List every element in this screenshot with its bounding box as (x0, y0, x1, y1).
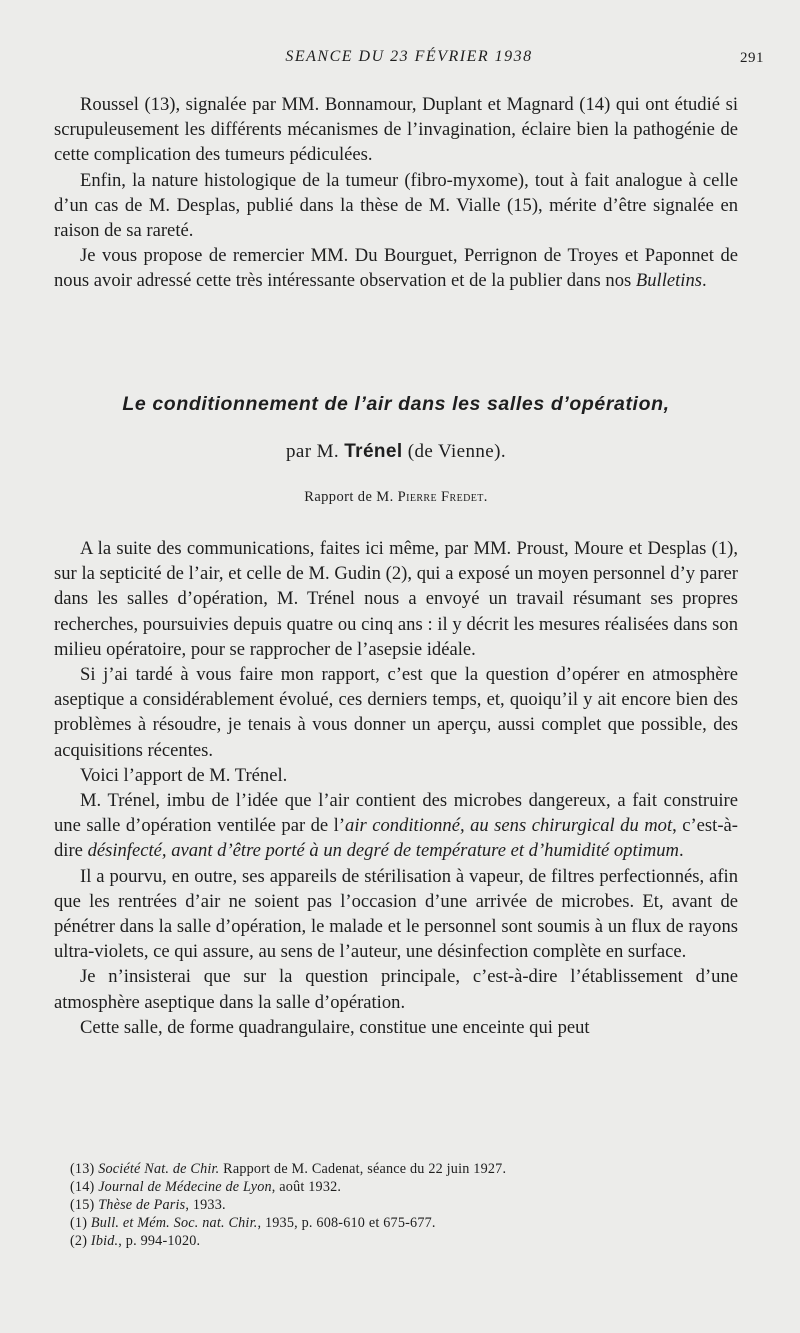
intro-text (54, 92, 738, 294)
footnote-detail: , 1933. (185, 1197, 226, 1213)
main-paragraph-7: Cette salle, de forme quadrangulaire, constitue une enceinte qui peut (80, 1016, 590, 1038)
footnote (70, 1160, 730, 1178)
footnote (70, 1214, 730, 1232)
byline-suffix: (de Vienne). (402, 441, 506, 462)
main-paragraph-5: Il a pourvu, en outre, ses appareils de stérilisation à vapeur, de filtres perfectionnés, afin que les rentrées d’air ne soient pas l’occasion d’une arrivée de microbes. Et, avant de pénétrer dans la salle d’opération, le malade et le personnel sont soumis à un flux de rayons ultra-violets, ce qui assure, au sens de l’auteur, une désinfection complète en surface. (54, 865, 738, 963)
footnote-detail: , 1935, p. 608-610 et 675-677. (257, 1215, 436, 1231)
intro-p3-end: . (702, 270, 707, 292)
footnotes (70, 1160, 730, 1250)
intro-paragraph-1: Roussel (13), signalée par MM. Bonnamour, Duplant et Magnard (14) qui ont étudié si scrupuleusement les différents mécanismes de l’invagination, éclaire bien la pathogénie de cette complication des tumeurs pédiculées. (54, 94, 738, 166)
footnote (70, 1196, 730, 1214)
report-prefix: Rapport de M. (304, 489, 398, 505)
footnote-detail: , p. 994-1020. (118, 1233, 201, 1249)
main-paragraph-2: Si j’ai tardé à vous faire mon rapport, c’est que la question d’opérer en atmosphère aseptique a considérablement évolué, ces derniers temps, et, quoiqu’il y ait encore bien des problèmes à résoudre, je tenais à vous donner un aperçu, aussi complet que possible, des acquisitions récentes. (54, 664, 738, 761)
intro-paragraph-3 (54, 243, 738, 293)
footnote (70, 1178, 730, 1196)
main-p4-a: M. Trénel, imbu de l’idée que l’air contient des microbes dangereux, a fait construire une salle d’opération ventilée par de l’ (54, 790, 738, 837)
footnote-source: Thèse de Paris (98, 1197, 186, 1213)
footnote-number: (13) (70, 1161, 99, 1177)
intro-p3-text: Je vous propose de remercier MM. Du Bourguet, Perrignon de Troyes et Paponnet de nous avoir adressé cette très intéressante observation et de la publier dans nos (54, 245, 738, 292)
reporter-name: Pierre Fredet (397, 489, 484, 505)
footnote-source: Bull. et Mém. Soc. nat. Chir. (90, 1215, 258, 1231)
main-paragraph-4 (54, 788, 738, 864)
byline (54, 441, 738, 463)
main-text (54, 536, 738, 1040)
footnote-source: Société Nat. de Chir. (98, 1161, 220, 1177)
footnote-number: (1) (70, 1215, 91, 1231)
intro-p3-bulletins: Bulletins (635, 270, 703, 292)
footnote-number: (14) (70, 1179, 99, 1195)
footnote-source: Journal de Médecine de Lyon (98, 1179, 272, 1195)
footnote-detail: Rapport de M. Cadenat, séance du 22 juin 1927. (219, 1161, 507, 1177)
main-paragraph-3: Voici l’apport de M. Trénel. (80, 764, 288, 786)
footnote-detail: , août 1932. (271, 1179, 342, 1195)
intro-paragraph-2: Enfin, la nature histologique de la tumeur (fibro-myxome), tout à fait analogue à celle d’un cas de M. Desplas, publié dans la thèse de M. Vialle (15), mérite d’être signalée en raison de sa rareté. (54, 169, 738, 242)
main-paragraph-1: A la suite des communications, faites ici même, par MM. Proust, Moure et Desplas (1), sur la septicité de l’air, et celle de M. Gudin (2), qui a exposé un moyen personnel d’y parer dans les salles d’opération, M. Trénel nous a envoyé un travail résumant ses propres recherches, poursuivies depuis quatre ou cinq ans : il y décrit les mesures réalisées dans son milieu opératoire, pour se rapprocher de l’asepsie idéale. (54, 538, 738, 660)
running-title: SEANCE DU 23 FÉVRIER 1938 (285, 48, 533, 65)
main-p4-e: . (678, 840, 684, 862)
footnote (70, 1232, 730, 1250)
footnote-number: (2) (70, 1233, 91, 1249)
main-paragraph-6: Je n’insisterai que sur la question principale, c’est-à-dire l’établissement d’une atmosphère aseptique dans la salle d’opération. (54, 966, 738, 1013)
article-title: Le conditionnement de l’air dans les salles d’opération, (122, 393, 670, 415)
main-p4-d: désinfecté, avant d’être porté à un degré de température et d’humidité optimum (87, 840, 679, 862)
main-p4-c: , c’est-à-dire (54, 815, 738, 862)
author-name: Trénel (344, 441, 403, 462)
report-suffix: . (483, 489, 488, 505)
footnote-number: (15) (70, 1197, 99, 1213)
main-p4-b: air conditionné, au sens chirurgical du mot (345, 815, 673, 837)
byline-prefix: par M. (285, 441, 345, 462)
running-head (54, 48, 764, 72)
page-number: 291 (740, 50, 764, 66)
report-line (54, 489, 738, 506)
footnote-source: Ibid. (90, 1233, 119, 1249)
